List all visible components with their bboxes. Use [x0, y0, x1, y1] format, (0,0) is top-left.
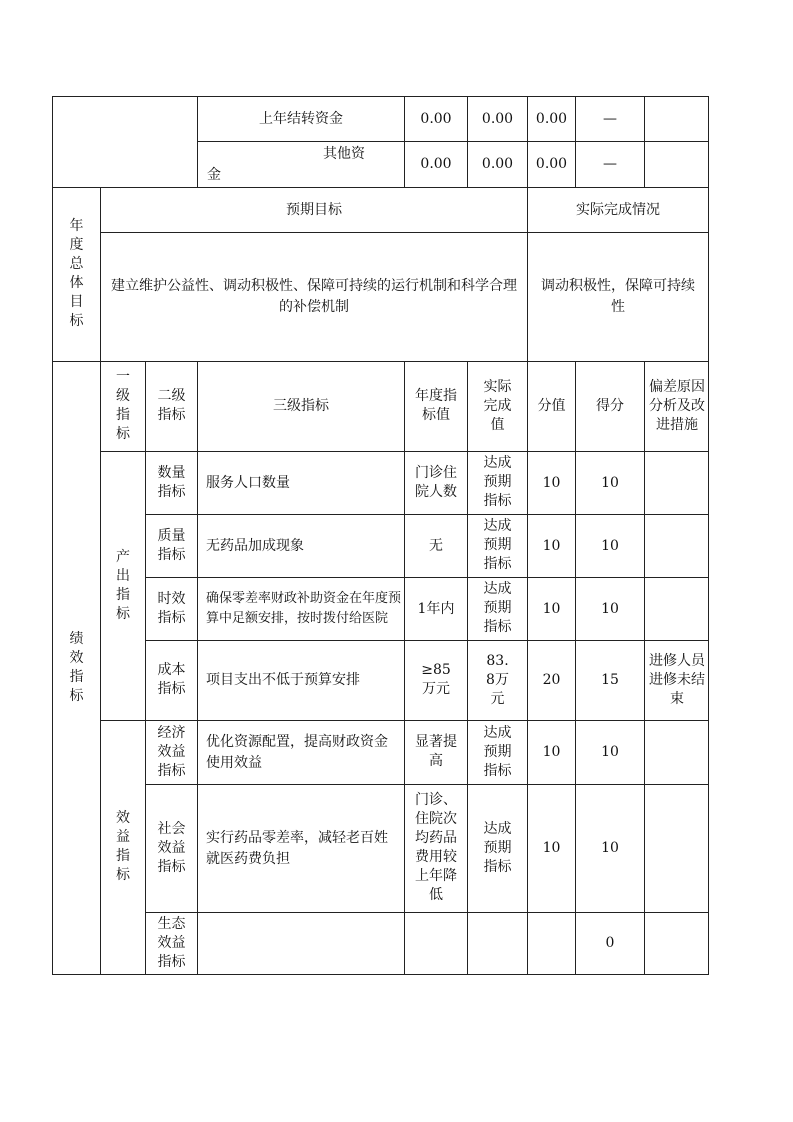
annual-goal-label: 年度总体目标: [69, 218, 84, 329]
performance-label-cell: [53, 362, 101, 975]
level3-cell: 优化资源配置，提高财政资金使用效益: [198, 721, 405, 785]
header-level1: [101, 362, 146, 452]
indicator-row: [53, 785, 709, 913]
goal-header-row: [53, 188, 709, 233]
level2-text: 质量指标: [157, 527, 186, 563]
score-cell: 10: [576, 785, 645, 913]
target-cell: [405, 721, 468, 785]
score-cell: 10: [576, 515, 645, 578]
funding-value: 0.00: [405, 142, 468, 188]
funding-value: —: [576, 142, 645, 188]
target-text: 门诊、住院次均药品费用较上年降低: [415, 792, 458, 903]
actual-completion-text: 调动积极性，保障可持续性: [528, 233, 709, 362]
funding-value: 0.00: [528, 97, 576, 142]
indicator-row: [53, 452, 709, 515]
actual-cell: [468, 578, 528, 641]
benefit-label: 效益指标: [116, 810, 130, 883]
indicator-header-row: [53, 362, 709, 452]
funding-value: 0.00: [468, 142, 528, 188]
level2-text: 成本指标: [157, 662, 186, 697]
actual-cell: [468, 452, 528, 515]
funding-value: —: [576, 97, 645, 142]
level2-text: 数量指标: [157, 464, 186, 500]
header-level3: 三级指标: [198, 362, 405, 452]
deviation-cell: [645, 452, 709, 515]
score-cell: 0: [576, 913, 645, 975]
level3-cell: 服务人口数量: [198, 452, 405, 515]
level3-cell: 项目支出不低于预算安排: [198, 641, 405, 721]
header-deviation-text: 偏差原因分析及改进措施: [649, 378, 706, 433]
performance-label: 绩效指标: [69, 630, 84, 704]
actual-cell: [468, 515, 528, 578]
deviation-cell: [645, 785, 709, 913]
actual-cell: [468, 721, 528, 785]
indicator-row: [53, 913, 709, 975]
target-cell: [405, 641, 468, 721]
header-score-value: 分值: [528, 362, 576, 452]
level2-text: 社会效益指标: [157, 820, 186, 875]
level2-text: 生态效益指标: [157, 915, 186, 970]
annual-goal-label-cell: [53, 188, 101, 362]
actual-text: 达成预期指标: [483, 724, 512, 779]
actual-cell: [468, 641, 528, 721]
score-value-cell: 10: [528, 452, 576, 515]
score-value-cell: 10: [528, 578, 576, 641]
target-cell: [405, 452, 468, 515]
header-target: [405, 362, 468, 452]
indicator-row: [53, 721, 709, 785]
target-cell: 无: [405, 515, 468, 578]
score-value-cell: 10: [528, 785, 576, 913]
level3-cell: [198, 913, 405, 975]
actual-text: 达成预期指标: [483, 820, 512, 875]
funding-value: 0.00: [468, 97, 528, 142]
deviation-cell: [645, 515, 709, 578]
funding-blank-cell: [53, 97, 198, 188]
level2-cell: [146, 721, 198, 785]
deviation-cell: [645, 913, 709, 975]
target-cell: [405, 785, 468, 913]
header-level1-text: 一级指标: [116, 369, 130, 442]
level2-cell: [146, 641, 198, 721]
expected-goal-text: 建立维护公益性、调动积极性、保障可持续的运行机制和科学合理的补偿机制: [101, 233, 528, 362]
level2-cell: [146, 578, 198, 641]
score-cell: 15: [576, 641, 645, 721]
header-score: 得分: [576, 362, 645, 452]
target-cell: [405, 913, 468, 975]
target-text: 门诊住院人数: [415, 464, 458, 500]
indicator-row: [53, 578, 709, 641]
score-cell: 10: [576, 721, 645, 785]
target-text: ≥85万元: [421, 662, 451, 697]
indicator-row: [53, 641, 709, 721]
expected-goal-header: 预期目标: [101, 188, 528, 233]
level2-cell: [146, 785, 198, 913]
level2-text: 经济效益指标: [157, 724, 186, 779]
indicator-row: [53, 515, 709, 578]
level2-cell: [146, 452, 198, 515]
level3-cell: 实行药品零差率，减轻老百姓就医药费负担: [198, 785, 405, 913]
funding-label: 上年结转资金: [198, 97, 405, 142]
funding-blank-cell: [645, 142, 709, 188]
deviation-text: 进修人员进修未结束: [649, 652, 706, 707]
funding-label-line: 其他资: [323, 145, 366, 162]
score-value-cell: 10: [528, 721, 576, 785]
target-text: 显著提高: [415, 734, 458, 769]
score-cell: 10: [576, 452, 645, 515]
performance-table: [52, 96, 709, 975]
header-actual: [468, 362, 528, 452]
score-value-cell: 10: [528, 515, 576, 578]
funding-label: [198, 142, 405, 188]
level2-cell: [146, 913, 198, 975]
target-cell: 1年内: [405, 578, 468, 641]
actual-text: 达成预期指标: [483, 518, 512, 572]
score-value-cell: [528, 913, 576, 975]
goal-content-row: [53, 233, 709, 362]
actual-cell: [468, 913, 528, 975]
header-level2-text: 二级指标: [157, 388, 186, 423]
header-level2: [146, 362, 198, 452]
funding-blank-cell: [645, 97, 709, 142]
deviation-cell: [645, 721, 709, 785]
actual-cell: [468, 785, 528, 913]
level2-cell: [146, 515, 198, 578]
score-value-cell: 20: [528, 641, 576, 721]
actual-text: 83.8万元: [486, 652, 509, 707]
output-label-cell: [101, 452, 146, 721]
level3-cell: 确保零差率财政补助资金在年度预算中足额安排，按时拨付给医院: [198, 578, 405, 641]
actual-text: 达成预期指标: [483, 455, 512, 509]
header-actual-text: 实际完成值: [483, 378, 512, 433]
funding-row: [53, 97, 709, 142]
header-deviation: [645, 362, 709, 452]
deviation-cell: [645, 641, 709, 721]
funding-value: 0.00: [405, 97, 468, 142]
funding-value: 0.00: [528, 142, 576, 188]
score-cell: 10: [576, 578, 645, 641]
level2-text: 时效指标: [157, 590, 186, 626]
deviation-cell: [645, 578, 709, 641]
actual-text: 达成预期指标: [483, 581, 512, 635]
level3-cell: 无药品加成现象: [198, 515, 405, 578]
output-label: 产出指标: [116, 548, 130, 622]
header-target-text: 年度指标值: [415, 388, 458, 423]
funding-label-line: 金: [207, 166, 222, 183]
benefit-label-cell: [101, 721, 146, 975]
actual-completion-header: 实际完成情况: [528, 188, 709, 233]
